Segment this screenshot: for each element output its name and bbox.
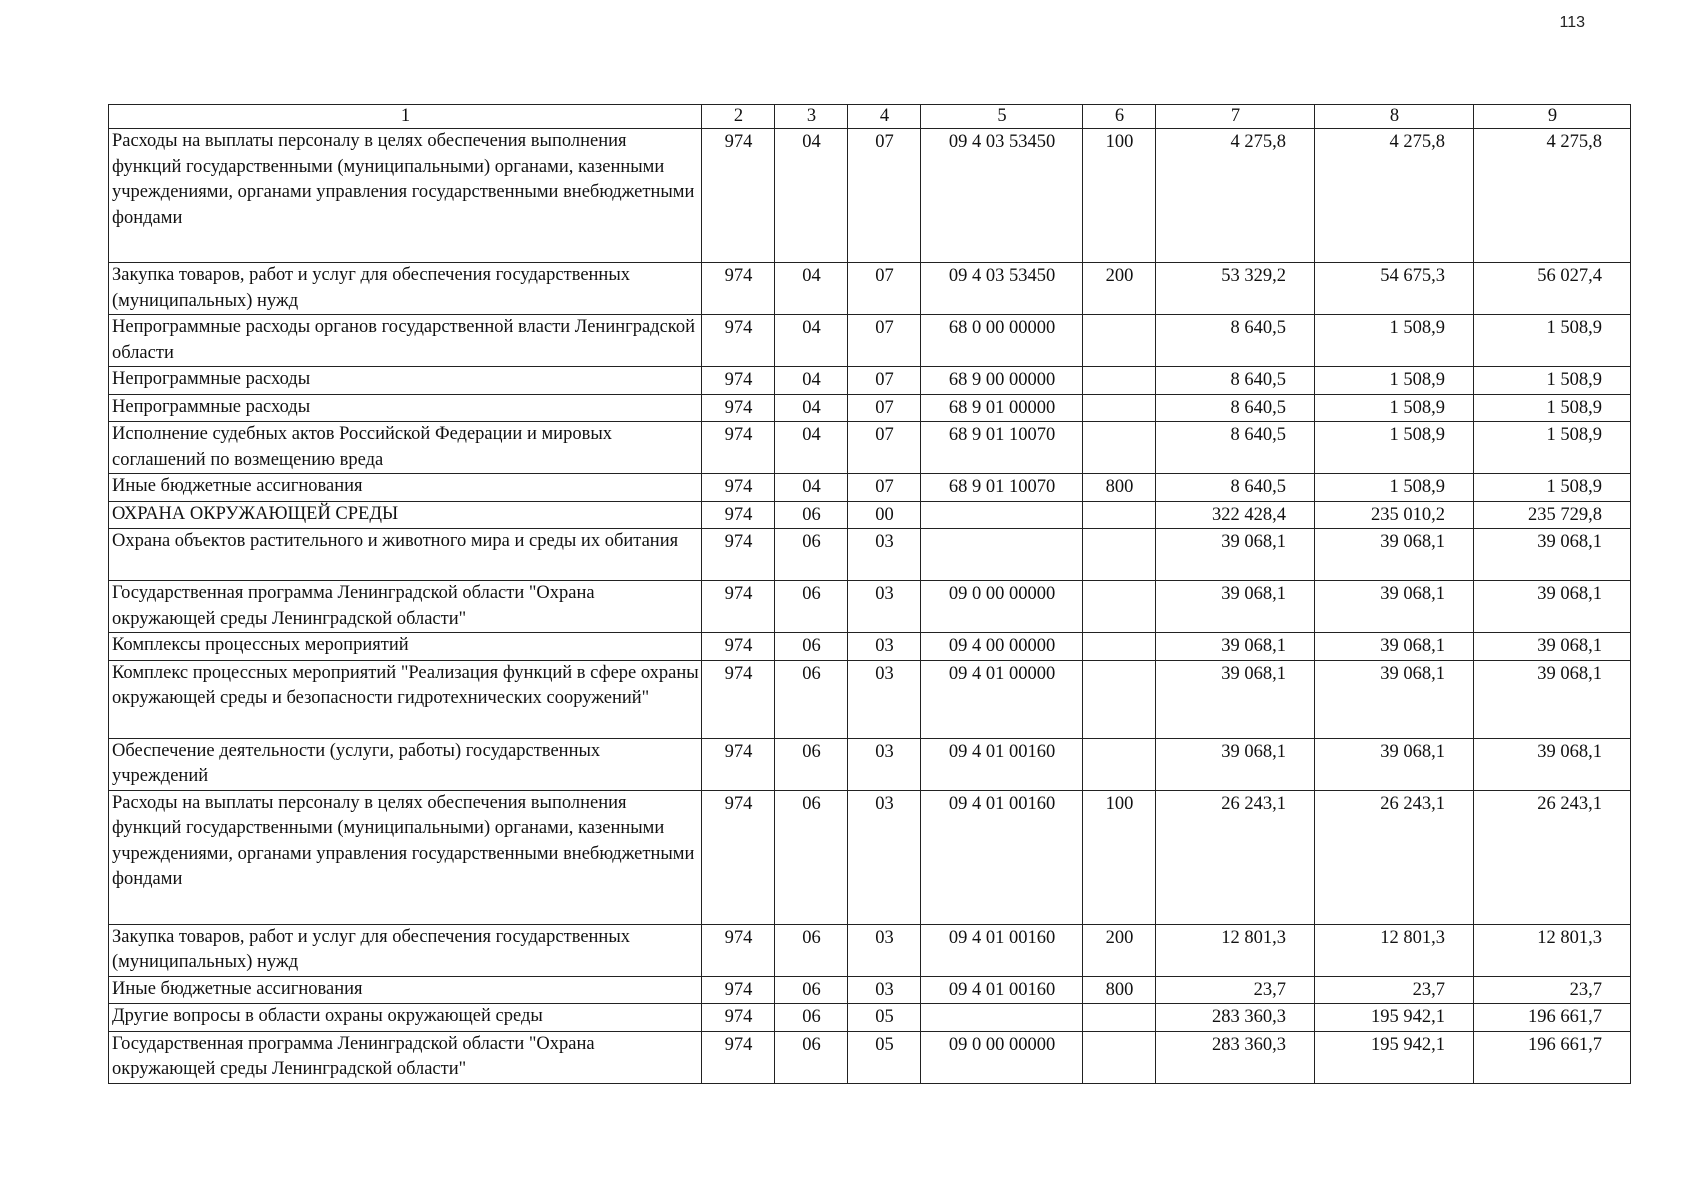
cell-name: Обеспечение деятельности (услуги, работы) государственных учреждений (109, 738, 702, 790)
header-cell-9: 9 (1474, 105, 1631, 129)
cell-subsection: 03 (848, 976, 921, 1004)
cell-year2: 26 243,1 (1315, 790, 1474, 924)
cell-section: 04 (775, 474, 848, 502)
cell-expense-type: 800 (1083, 976, 1156, 1004)
cell-year3: 56 027,4 (1474, 263, 1631, 315)
cell-target (921, 1004, 1083, 1032)
cell-year3: 235 729,8 (1474, 501, 1631, 529)
cell-admin: 974 (702, 367, 775, 395)
cell-target: 09 4 00 00000 (921, 633, 1083, 661)
cell-name: Иные бюджетные ассигнования (109, 474, 702, 502)
cell-name: Государственная программа Ленинградской области "Охрана окружающей среды Ленинградской области" (109, 1031, 702, 1083)
cell-admin: 974 (702, 501, 775, 529)
cell-year1: 53 329,2 (1156, 263, 1315, 315)
cell-year2: 1 508,9 (1315, 422, 1474, 474)
cell-subsection: 03 (848, 529, 921, 581)
cell-target: 09 4 01 00000 (921, 660, 1083, 738)
cell-year2: 39 068,1 (1315, 660, 1474, 738)
cell-target: 09 4 01 00160 (921, 790, 1083, 924)
cell-year2: 12 801,3 (1315, 924, 1474, 976)
cell-expense-type: 100 (1083, 129, 1156, 263)
budget-table (108, 104, 1631, 1084)
cell-year3: 1 508,9 (1474, 315, 1631, 367)
cell-year2: 54 675,3 (1315, 263, 1474, 315)
cell-year3: 39 068,1 (1474, 581, 1631, 633)
cell-section: 06 (775, 924, 848, 976)
cell-year3: 39 068,1 (1474, 738, 1631, 790)
cell-year2: 195 942,1 (1315, 1004, 1474, 1032)
cell-name: Непрограммные расходы органов государственной власти Ленинградской области (109, 315, 702, 367)
table-row (109, 263, 1631, 315)
cell-year3: 39 068,1 (1474, 529, 1631, 581)
table-row (109, 581, 1631, 633)
cell-year1: 12 801,3 (1156, 924, 1315, 976)
cell-target: 09 0 00 00000 (921, 581, 1083, 633)
table-row (109, 394, 1631, 422)
cell-year1: 283 360,3 (1156, 1004, 1315, 1032)
cell-year2: 39 068,1 (1315, 581, 1474, 633)
cell-year2: 39 068,1 (1315, 529, 1474, 581)
cell-expense-type: 800 (1083, 474, 1156, 502)
cell-admin: 974 (702, 315, 775, 367)
cell-section: 06 (775, 976, 848, 1004)
cell-year1: 8 640,5 (1156, 367, 1315, 395)
cell-year2: 1 508,9 (1315, 315, 1474, 367)
table-row (109, 422, 1631, 474)
page-number: 113 (1559, 14, 1585, 31)
cell-subsection: 07 (848, 422, 921, 474)
cell-year3: 39 068,1 (1474, 633, 1631, 661)
cell-section: 06 (775, 501, 848, 529)
table-row (109, 633, 1631, 661)
header-cell-7: 7 (1156, 105, 1315, 129)
cell-year3: 23,7 (1474, 976, 1631, 1004)
cell-name: ОХРАНА ОКРУЖАЮЩЕЙ СРЕДЫ (109, 501, 702, 529)
cell-target: 68 9 01 00000 (921, 394, 1083, 422)
cell-name: Иные бюджетные ассигнования (109, 976, 702, 1004)
cell-section: 06 (775, 660, 848, 738)
cell-name: Расходы на выплаты персоналу в целях обеспечения выполнения функций государственными (муниципальными) органами, казенными учреждениями, органами управления государственными внебюджетными фондами (109, 129, 702, 263)
header-cell-3: 3 (775, 105, 848, 129)
cell-section: 06 (775, 581, 848, 633)
cell-target: 09 4 03 53450 (921, 263, 1083, 315)
cell-expense-type (1083, 367, 1156, 395)
cell-subsection: 03 (848, 660, 921, 738)
cell-year1: 8 640,5 (1156, 474, 1315, 502)
cell-expense-type: 100 (1083, 790, 1156, 924)
cell-target (921, 529, 1083, 581)
cell-year1: 322 428,4 (1156, 501, 1315, 529)
table-row (109, 1031, 1631, 1083)
header-cell-1: 1 (109, 105, 702, 129)
cell-target: 09 4 01 00160 (921, 924, 1083, 976)
cell-section: 04 (775, 129, 848, 263)
cell-subsection: 03 (848, 790, 921, 924)
cell-admin: 974 (702, 129, 775, 263)
cell-year1: 26 243,1 (1156, 790, 1315, 924)
header-cell-8: 8 (1315, 105, 1474, 129)
cell-year2: 23,7 (1315, 976, 1474, 1004)
cell-year1: 4 275,8 (1156, 129, 1315, 263)
table-row (109, 1004, 1631, 1032)
cell-subsection: 07 (848, 263, 921, 315)
cell-year1: 39 068,1 (1156, 660, 1315, 738)
cell-admin: 974 (702, 633, 775, 661)
cell-expense-type (1083, 394, 1156, 422)
cell-year1: 23,7 (1156, 976, 1315, 1004)
cell-name: Исполнение судебных актов Российской Федерации и мировых соглашений по возмещению вреда (109, 422, 702, 474)
cell-expense-type (1083, 422, 1156, 474)
cell-subsection: 07 (848, 367, 921, 395)
cell-year1: 283 360,3 (1156, 1031, 1315, 1083)
cell-target: 68 9 01 10070 (921, 422, 1083, 474)
cell-year1: 39 068,1 (1156, 633, 1315, 661)
cell-admin: 974 (702, 660, 775, 738)
header-cell-2: 2 (702, 105, 775, 129)
cell-year1: 39 068,1 (1156, 738, 1315, 790)
cell-subsection: 03 (848, 581, 921, 633)
header-row (109, 105, 1631, 129)
cell-year3: 39 068,1 (1474, 660, 1631, 738)
cell-admin: 974 (702, 581, 775, 633)
cell-section: 06 (775, 633, 848, 661)
cell-expense-type: 200 (1083, 263, 1156, 315)
cell-target (921, 501, 1083, 529)
cell-year3: 1 508,9 (1474, 422, 1631, 474)
cell-target: 68 9 00 00000 (921, 367, 1083, 395)
cell-expense-type (1083, 633, 1156, 661)
cell-section: 04 (775, 367, 848, 395)
cell-subsection: 07 (848, 394, 921, 422)
cell-admin: 974 (702, 924, 775, 976)
cell-expense-type: 200 (1083, 924, 1156, 976)
cell-subsection: 03 (848, 924, 921, 976)
cell-admin: 974 (702, 1004, 775, 1032)
cell-year1: 8 640,5 (1156, 422, 1315, 474)
cell-section: 06 (775, 529, 848, 581)
cell-year2: 235 010,2 (1315, 501, 1474, 529)
cell-year3: 26 243,1 (1474, 790, 1631, 924)
cell-expense-type (1083, 529, 1156, 581)
cell-name: Расходы на выплаты персоналу в целях обеспечения выполнения функций государственными (муниципальными) органами, казенными учреждениями, органами управления государственными внебюджетными фондами (109, 790, 702, 924)
cell-year2: 1 508,9 (1315, 474, 1474, 502)
cell-subsection: 07 (848, 315, 921, 367)
cell-admin: 974 (702, 738, 775, 790)
table-row (109, 924, 1631, 976)
cell-section: 06 (775, 1031, 848, 1083)
cell-year3: 196 661,7 (1474, 1031, 1631, 1083)
table-row (109, 529, 1631, 581)
cell-year1: 39 068,1 (1156, 581, 1315, 633)
cell-admin: 974 (702, 422, 775, 474)
cell-section: 06 (775, 1004, 848, 1032)
cell-name: Охрана объектов растительного и животного мира и среды их обитания (109, 529, 702, 581)
cell-year3: 1 508,9 (1474, 394, 1631, 422)
cell-year2: 4 275,8 (1315, 129, 1474, 263)
cell-section: 04 (775, 422, 848, 474)
cell-admin: 974 (702, 976, 775, 1004)
cell-subsection: 03 (848, 633, 921, 661)
cell-year3: 4 275,8 (1474, 129, 1631, 263)
table-row (109, 367, 1631, 395)
cell-target: 09 4 03 53450 (921, 129, 1083, 263)
cell-year2: 1 508,9 (1315, 367, 1474, 395)
cell-admin: 974 (702, 394, 775, 422)
cell-year3: 12 801,3 (1474, 924, 1631, 976)
table-row (109, 790, 1631, 924)
table-row (109, 501, 1631, 529)
cell-section: 06 (775, 738, 848, 790)
table-row (109, 474, 1631, 502)
cell-expense-type (1083, 1031, 1156, 1083)
cell-name: Закупка товаров, работ и услуг для обеспечения государственных (муниципальных) нужд (109, 263, 702, 315)
cell-expense-type (1083, 581, 1156, 633)
cell-expense-type (1083, 738, 1156, 790)
cell-name: Комплекс процессных мероприятий "Реализация функций в сфере охраны окружающей среды и безопасности гидротехнических сооружений" (109, 660, 702, 738)
cell-expense-type (1083, 1004, 1156, 1032)
header-cell-5: 5 (921, 105, 1083, 129)
cell-section: 04 (775, 315, 848, 367)
cell-expense-type (1083, 315, 1156, 367)
cell-name: Непрограммные расходы (109, 394, 702, 422)
table-row (109, 129, 1631, 263)
cell-admin: 974 (702, 529, 775, 581)
cell-admin: 974 (702, 1031, 775, 1083)
cell-expense-type (1083, 660, 1156, 738)
cell-subsection: 03 (848, 738, 921, 790)
cell-expense-type (1083, 501, 1156, 529)
cell-year2: 195 942,1 (1315, 1031, 1474, 1083)
cell-admin: 974 (702, 790, 775, 924)
cell-name: Закупка товаров, работ и услуг для обеспечения государственных (муниципальных) нужд (109, 924, 702, 976)
table-row (109, 976, 1631, 1004)
cell-year3: 1 508,9 (1474, 367, 1631, 395)
cell-section: 04 (775, 394, 848, 422)
cell-target: 68 9 01 10070 (921, 474, 1083, 502)
cell-target: 68 0 00 00000 (921, 315, 1083, 367)
cell-name: Государственная программа Ленинградской области "Охрана окружающей среды Ленинградской области" (109, 581, 702, 633)
cell-subsection: 05 (848, 1031, 921, 1083)
cell-year2: 1 508,9 (1315, 394, 1474, 422)
cell-subsection: 05 (848, 1004, 921, 1032)
cell-section: 06 (775, 790, 848, 924)
cell-admin: 974 (702, 474, 775, 502)
cell-target: 09 4 01 00160 (921, 976, 1083, 1004)
cell-year3: 196 661,7 (1474, 1004, 1631, 1032)
cell-name: Другие вопросы в области охраны окружающей среды (109, 1004, 702, 1032)
table-row (109, 315, 1631, 367)
table-row (109, 660, 1631, 738)
cell-subsection: 00 (848, 501, 921, 529)
cell-name: Непрограммные расходы (109, 367, 702, 395)
cell-target: 09 4 01 00160 (921, 738, 1083, 790)
cell-admin: 974 (702, 263, 775, 315)
header-cell-4: 4 (848, 105, 921, 129)
cell-year3: 1 508,9 (1474, 474, 1631, 502)
cell-section: 04 (775, 263, 848, 315)
header-cell-6: 6 (1083, 105, 1156, 129)
cell-year1: 39 068,1 (1156, 529, 1315, 581)
cell-year2: 39 068,1 (1315, 633, 1474, 661)
cell-target: 09 0 00 00000 (921, 1031, 1083, 1083)
cell-subsection: 07 (848, 129, 921, 263)
cell-year1: 8 640,5 (1156, 394, 1315, 422)
cell-subsection: 07 (848, 474, 921, 502)
cell-year1: 8 640,5 (1156, 315, 1315, 367)
cell-name: Комплексы процессных мероприятий (109, 633, 702, 661)
cell-year2: 39 068,1 (1315, 738, 1474, 790)
table-row (109, 738, 1631, 790)
